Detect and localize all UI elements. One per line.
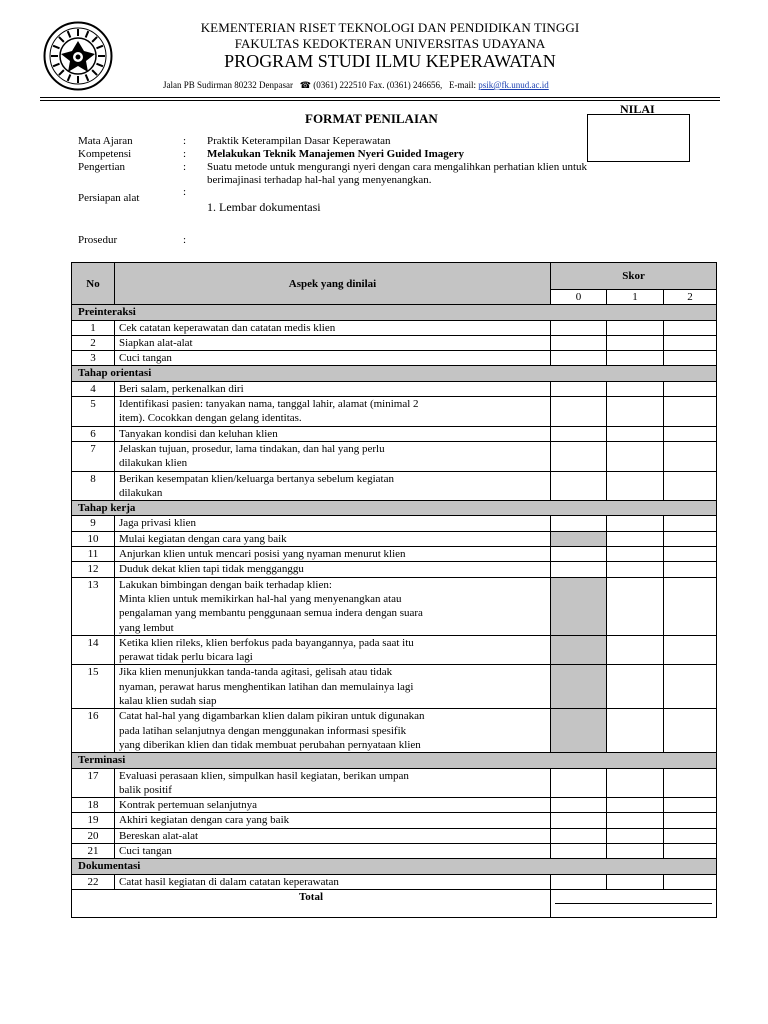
row-number: 7 <box>72 441 115 471</box>
row-number: 13 <box>72 577 115 635</box>
score-cell-1[interactable] <box>607 516 664 531</box>
score-cell-0[interactable] <box>551 768 607 798</box>
pengertian-label: Pengertian <box>78 161 126 173</box>
table-row <box>72 471 717 501</box>
pengertian-line-2: berimajinasi terhadap hal-hal yang menyenangkan. <box>207 174 432 186</box>
score-cell-0[interactable] <box>551 516 607 531</box>
ministry-name: KEMENTERIAN RISET TEKNOLOGI DAN PENDIDIKAN TINGGI <box>200 20 580 35</box>
table-row <box>72 381 717 396</box>
score-cell-1[interactable] <box>607 547 664 562</box>
aspect-text: Jelaskan tujuan, prosedur, lama tindakan, dan hal yang perlu dilakukan klien <box>115 441 551 471</box>
score-cell-1[interactable] <box>607 426 664 441</box>
table-row <box>72 768 717 798</box>
score-cell-1[interactable] <box>607 562 664 577</box>
score-cell-0[interactable] <box>551 381 607 396</box>
row-number: 18 <box>72 798 115 813</box>
row-number: 16 <box>72 709 115 753</box>
score-cell-2[interactable] <box>664 798 717 813</box>
row-number: 10 <box>72 531 115 546</box>
score-cell-1[interactable] <box>607 397 664 427</box>
score-cell-0[interactable] <box>551 441 607 471</box>
table-row <box>72 813 717 828</box>
aspect-text: Cek catatan keperawatan dan catatan medis klien <box>115 320 551 335</box>
colon: : <box>183 135 187 147</box>
aspect-text: Lakukan bimbingan dengan baik terhadap klien: Minta klien untuk memikirkan hal-hal yang menyenangkan atau pengalaman yang membantu penggunaan semua indera dengan suara yang lembut <box>115 577 551 635</box>
aspect-text: Bereskan alat-alat <box>115 828 551 843</box>
score-cell-0[interactable] <box>551 562 607 577</box>
score-cell-1[interactable] <box>607 531 664 546</box>
score-cell-2[interactable] <box>664 665 717 709</box>
col-no-header: No <box>72 263 115 305</box>
row-number: 3 <box>72 351 115 366</box>
score-cell-2[interactable] <box>664 768 717 798</box>
table-row <box>72 426 717 441</box>
score-cell-0[interactable] <box>551 874 607 889</box>
aspect-text: Catat hasil kegiatan di dalam catatan keperawatan <box>115 874 551 889</box>
row-number: 2 <box>72 335 115 350</box>
row-number: 20 <box>72 828 115 843</box>
score-cell-2[interactable] <box>664 635 717 665</box>
aspect-text: Identifikasi pasien: tanyakan nama, tanggal lahir, alamat (minimal 2 item). Cocokkan dengan gelang identitas. <box>115 397 551 427</box>
aspect-text: Mulai kegiatan dengan cara yang baik <box>115 531 551 546</box>
score-cell-0[interactable] <box>551 335 607 350</box>
score-cell-2[interactable] <box>664 320 717 335</box>
table-row <box>72 709 717 753</box>
telephone-icon: ☎ <box>299 80 311 90</box>
colon: : <box>183 148 187 160</box>
section-header-row <box>72 753 717 768</box>
row-number: 12 <box>72 562 115 577</box>
section-title: Tahap kerja <box>72 501 717 516</box>
score-cell-1[interactable] <box>607 828 664 843</box>
score-cell-2[interactable] <box>664 381 717 396</box>
colon: : <box>183 161 187 173</box>
score-1-header: 1 <box>607 290 664 305</box>
row-number: 22 <box>72 874 115 889</box>
table-row <box>72 828 717 843</box>
score-cell-0[interactable] <box>551 397 607 427</box>
score-cell-0 <box>551 531 607 546</box>
score-cell-1[interactable] <box>607 768 664 798</box>
score-cell-2[interactable] <box>664 813 717 828</box>
section-header-row <box>72 305 717 320</box>
table-row <box>72 562 717 577</box>
aspect-text: Catat hal-hal yang digambarkan klien dalam pikiran untuk digunakan pada latihan selanjutnya dengan menggunakan informasi spesifik yang diberikan klien dan tidak membuat perubahan pernyataan klien <box>115 709 551 753</box>
colon: : <box>183 186 187 198</box>
prosedur-label: Prosedur <box>78 234 118 246</box>
row-number: 21 <box>72 843 115 858</box>
table-row <box>72 635 717 665</box>
section-title: Preinteraksi <box>72 305 717 320</box>
total-score-cell[interactable] <box>551 889 717 917</box>
score-cell-0[interactable] <box>551 426 607 441</box>
score-cell-1[interactable] <box>607 813 664 828</box>
score-cell-2[interactable] <box>664 397 717 427</box>
score-cell-1[interactable] <box>607 471 664 501</box>
section-header-row <box>72 366 717 381</box>
score-cell-2[interactable] <box>664 531 717 546</box>
section-header-row <box>72 859 717 874</box>
total-label: Total <box>72 889 551 917</box>
score-cell-0 <box>551 577 607 635</box>
aspect-text: Evaluasi perasaan klien, simpulkan hasil kegiatan, berikan umpan balik positif <box>115 768 551 798</box>
score-cell-0[interactable] <box>551 813 607 828</box>
row-number: 19 <box>72 813 115 828</box>
row-number: 17 <box>72 768 115 798</box>
row-number: 14 <box>72 635 115 665</box>
score-cell-0 <box>551 709 607 753</box>
score-cell-2[interactable] <box>664 516 717 531</box>
pengertian-line-1: Suatu metode untuk mengurangi nyeri dengan cara mengalihkan perhatian klien untuk <box>207 161 587 173</box>
mata-ajaran-value: Praktik Keterampilan Dasar Keperawatan <box>207 135 391 147</box>
aspect-text: Kontrak pertemuan selanjutnya <box>115 798 551 813</box>
col-aspek-header: Aspek yang dinilai <box>115 263 551 305</box>
aspect-text: Duduk dekat klien tapi tidak mengganggu <box>115 562 551 577</box>
row-number: 1 <box>72 320 115 335</box>
score-cell-1[interactable] <box>607 351 664 366</box>
phone-fax: (0361) 222510 Fax. (0361) 246656, <box>313 80 443 90</box>
email-label: E-mail: <box>448 80 476 90</box>
score-cell-2[interactable] <box>664 335 717 350</box>
address-line <box>163 80 549 91</box>
aspect-text: Anjurkan klien untuk mencari posisi yang nyaman menurut klien <box>115 547 551 562</box>
score-cell-0[interactable] <box>551 320 607 335</box>
kompetensi-value: Melakukan Teknik Manajemen Nyeri Guided Imagery <box>207 148 464 160</box>
score-cell-0[interactable] <box>551 843 607 858</box>
nilai-label: NILAI <box>620 102 655 116</box>
form-title: FORMAT PENILAIAN <box>305 111 438 126</box>
score-cell-1[interactable] <box>607 335 664 350</box>
table-row <box>72 531 717 546</box>
score-cell-0 <box>551 635 607 665</box>
row-number: 11 <box>72 547 115 562</box>
table-row <box>72 843 717 858</box>
table-row <box>72 798 717 813</box>
section-title: Terminasi <box>72 753 717 768</box>
section-title: Tahap orientasi <box>72 366 717 381</box>
score-cell-2[interactable] <box>664 562 717 577</box>
table-row <box>72 577 717 635</box>
score-cell-0 <box>551 665 607 709</box>
nilai-box[interactable] <box>587 114 690 162</box>
table-row <box>72 320 717 335</box>
university-seal-logo <box>43 21 113 91</box>
aspect-text: Siapkan alat-alat <box>115 335 551 350</box>
score-cell-1[interactable] <box>607 874 664 889</box>
section-header-row <box>72 501 717 516</box>
score-cell-0[interactable] <box>551 798 607 813</box>
persiapan-alat-label: Persiapan alat <box>78 192 140 204</box>
score-2-header: 2 <box>664 290 717 305</box>
section-title: Dokumentasi <box>72 859 717 874</box>
header-rule-thin <box>40 100 720 101</box>
faculty-name: FAKULTAS KEDOKTERAN UNIVERSITAS UDAYANA <box>234 36 546 51</box>
row-number: 9 <box>72 516 115 531</box>
table-row <box>72 516 717 531</box>
aspect-text: Akhiri kegiatan dengan cara yang baik <box>115 813 551 828</box>
score-cell-1[interactable] <box>607 843 664 858</box>
score-cell-2[interactable] <box>664 577 717 635</box>
score-cell-2[interactable] <box>664 828 717 843</box>
table-row <box>72 874 717 889</box>
score-cell-1[interactable] <box>607 635 664 665</box>
score-cell-1[interactable] <box>607 709 664 753</box>
row-number: 8 <box>72 471 115 501</box>
table-row <box>72 665 717 709</box>
table-row <box>72 397 717 427</box>
table-row <box>72 335 717 350</box>
aspect-text: Beri salam, perkenalkan diri <box>115 381 551 396</box>
score-cell-1[interactable] <box>607 577 664 635</box>
table-row <box>72 547 717 562</box>
aspect-text: Cuci tangan <box>115 351 551 366</box>
colon: : <box>183 234 187 246</box>
aspect-text: Berikan kesempatan klien/keluarga bertanya sebelum kegiatan dilakukan <box>115 471 551 501</box>
score-cell-1[interactable] <box>607 320 664 335</box>
row-number: 6 <box>72 426 115 441</box>
score-cell-1[interactable] <box>607 665 664 709</box>
score-cell-2[interactable] <box>664 843 717 858</box>
address: Jalan PB Sudirman 80232 Denpasar <box>163 80 293 90</box>
aspect-text: Jika klien menunjukkan tanda-tanda agitasi, gelisah atau tidak nyaman, perawat harus menghentikan latihan dan memulainya lagi kalau klien sudah siap <box>115 665 551 709</box>
score-cell-2[interactable] <box>664 547 717 562</box>
row-number: 4 <box>72 381 115 396</box>
kompetensi-label: Kompetensi <box>78 148 132 160</box>
program-name: PROGRAM STUDI ILMU KEPERAWATAN <box>224 51 556 71</box>
header-rule-thick <box>40 97 720 98</box>
aspect-text: Jaga privasi klien <box>115 516 551 531</box>
score-cell-2[interactable] <box>664 351 717 366</box>
score-cell-1[interactable] <box>607 798 664 813</box>
row-number: 15 <box>72 665 115 709</box>
assessment-table <box>71 262 717 918</box>
aspect-text: Ketika klien rileks, klien berfokus pada bayangannya, pada saat itu perawat tidak perlu bicara lagi <box>115 635 551 665</box>
score-cell-1[interactable] <box>607 381 664 396</box>
email-link[interactable]: psik@fk.unud.ac.id <box>478 80 549 90</box>
aspect-text: Cuci tangan <box>115 843 551 858</box>
persiapan-item: 1. Lembar dokumentasi <box>207 200 321 214</box>
score-cell-2[interactable] <box>664 441 717 471</box>
score-cell-0[interactable] <box>551 828 607 843</box>
score-cell-2[interactable] <box>664 471 717 501</box>
score-cell-0[interactable] <box>551 547 607 562</box>
score-cell-1[interactable] <box>607 441 664 471</box>
score-cell-0[interactable] <box>551 351 607 366</box>
aspect-text: Tanyakan kondisi dan keluhan klien <box>115 426 551 441</box>
score-cell-2[interactable] <box>664 709 717 753</box>
table-row <box>72 351 717 366</box>
score-cell-2[interactable] <box>664 874 717 889</box>
col-skor-header: Skor <box>551 263 717 290</box>
table-row <box>72 441 717 471</box>
score-cell-2[interactable] <box>664 426 717 441</box>
score-0-header: 0 <box>551 290 607 305</box>
score-cell-0[interactable] <box>551 471 607 501</box>
row-number: 5 <box>72 397 115 427</box>
mata-ajaran-label: Mata Ajaran <box>78 135 133 147</box>
